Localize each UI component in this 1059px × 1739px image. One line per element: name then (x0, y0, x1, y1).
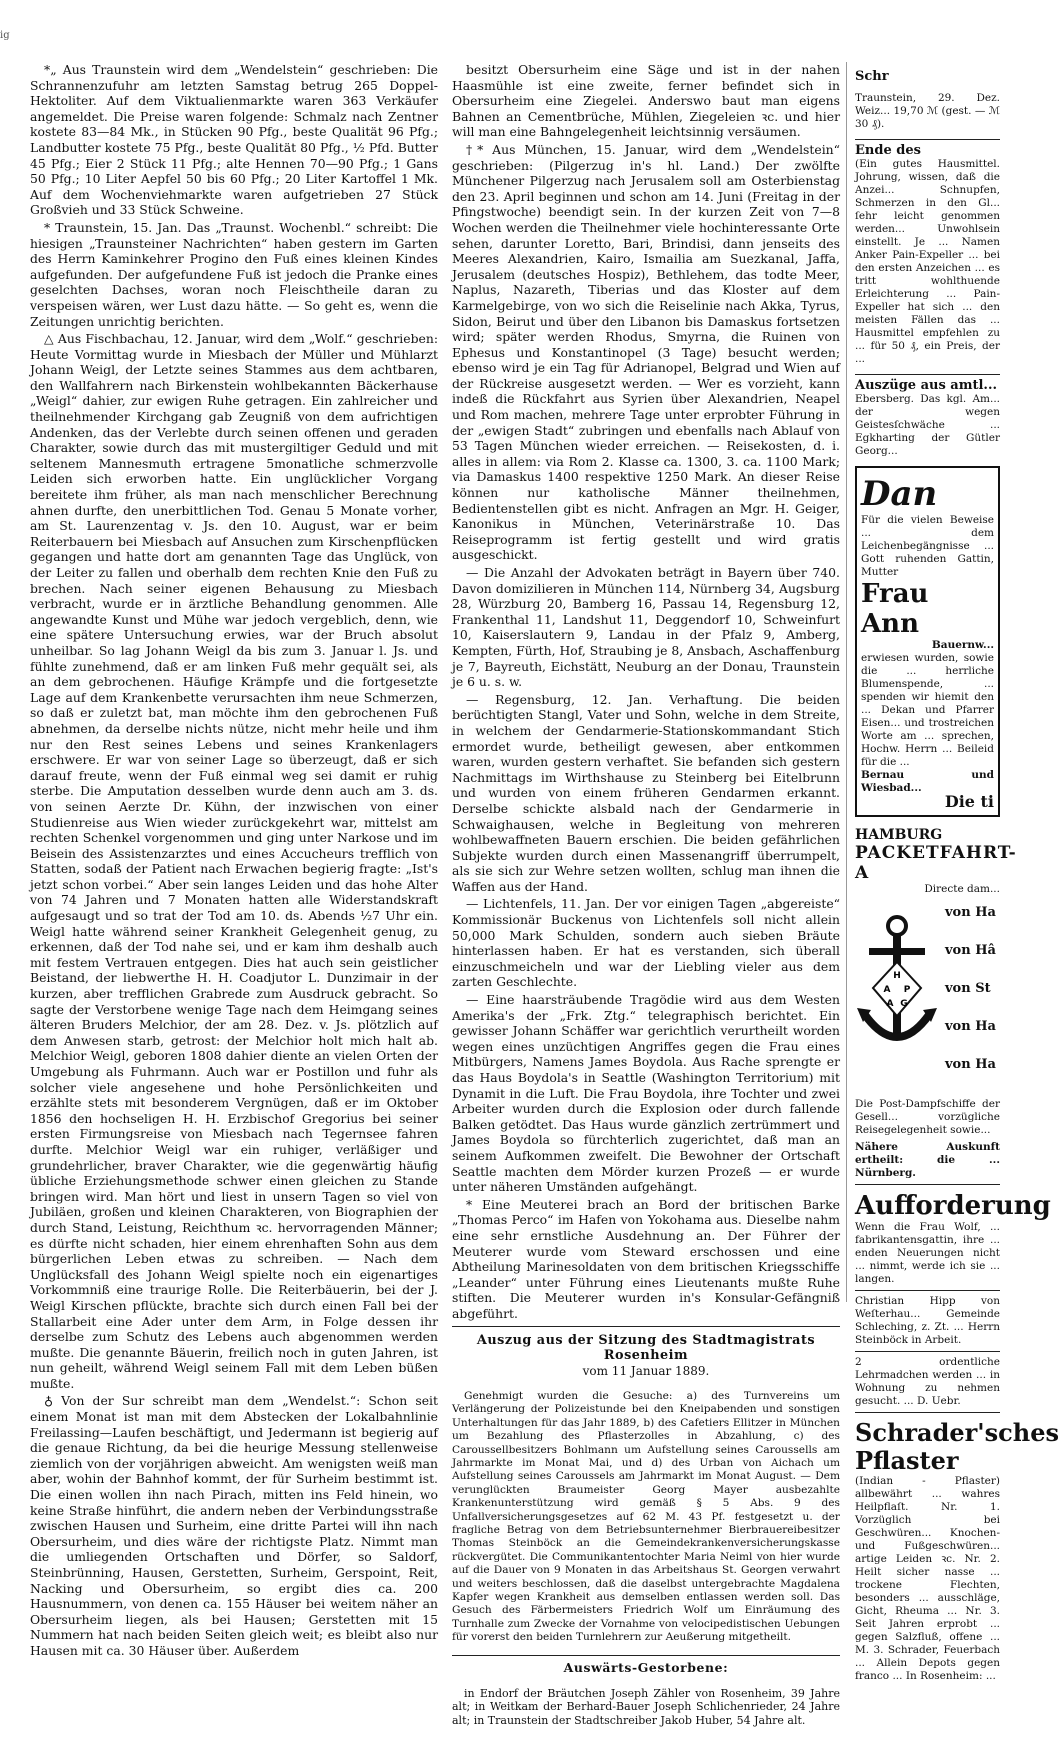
thanks-title: Dan (861, 474, 938, 514)
margin-mark: ig (0, 30, 10, 41)
column-rule (846, 62, 847, 1302)
schrader-body: (Indian - Pflaster) allbewährt ... wahres Heilpflaſt. Nr. 1. Vorzüglich bei Geschwüren... Knochen- und Fußgeschwüren... artige Leiden ꝛc. Nr. 2. Heilt sicher nasse ... trockene Flechten, besonders ... ausschläge, Gicht, Rheuma ... Nr. 3. Seit Jahren erprobt ... gegen Salzfluß, offene ... M. 3. Schrader, Feuerbach ... Allein Depots gegen franco ... In Rosenheim: ... (855, 1475, 1000, 1682)
anchor-icon (857, 912, 937, 1062)
anchor-letter: A (883, 985, 891, 995)
thanks-sign: Die ti (944, 792, 994, 811)
column-1 (30, 62, 438, 1661)
article-obersurheim-cont: besitzt Obersurheim eine Säge und ist in der nahen Haasmühle ist eine zweite, ferner befindet sich in Obersurheim eine Ziegelei. Anderswo baut man eigens Bahnen an Cementbrüche, Mühlen, Ziegeleien ꝛc. und hier will man eine Bahngelegenheit leichtsinnig versäumen. (452, 62, 840, 140)
ad1-body: (Ein gutes Hausmittel. Johrung, wissen, daß die Anzei... Schnupfen, Schmerzen in den Gl... ſehr leicht genommen werden... Unwohlsein einstellt. Je ... Namen Anker Pain-Expeller ... bei den ersten Anzeichen ... es tritt wohlthuende Erleichterung ... Pain-Expeller hat sich ... den meisten Fällen das ... Hausmittel empfehlen zu ... für 50 ₰, ein Preis, der ... (855, 158, 1000, 365)
route-5: von Ha (945, 1057, 996, 1072)
article-traunstein-market: *„ Aus Traunstein wird dem „Wendelstein“ geschrieben: Die Schrannenzufuhr am letzten Samstag betrug 265 Doppel-Hektoliter. Auf dem Viktualienmarkte waren 363 Verkäufer angemeldet. Die Preise waren folgende: Schmalz nach Zentner kostete 83—84 Mk., in Stücken 90 Pfg., beste Qualität 96 Pfg.; Landbutter kostete 75 Pfg., beste Qualität 80 Pfg., ½ Pfd. Butter 45 Pfg.; Eier 2 Stück 11 Pfg.; alte Hennen 70—90 Pfg.; 1 Gans 50 Pfg.; 10 Liter Aepfel 50 bis 60 Pfg.; 20 Liter Kartoffel 1 Mk. Auf dem Wochenviehmarkte waren aufgetrieben 27 Stück Großvieh und 33 Stück Schweine. (30, 62, 438, 218)
divider (855, 374, 1000, 375)
route-3: von St (945, 981, 991, 996)
article-von-der-sur: ♁ Von der Sur schreibt man dem „Wendelst.“: Schon seit einem Monat ist man mit dem Abstecken der Lokalbahnlinie Freilassing—Laufen beschäftigt, und Jedermann ist begierig auf die genaue Richtung, da bei die heurige Messung stellenweise ziemlich von der vorjährigen abweicht. Am wenigsten weiß man aber, wohin der Bahnhof kommt, der für Surheim bestimmt ist. Die einen wollen ihn nach Pirach, mitten ins Feld hinein, wo keine Straße hinführt, die andern neben der Verbindungsstraße zwischen Hausen und Surheim, eine dritte Partei will ihn nach Obersurheim, und dies wäre der richtigste Platz. Nimmt man die umliegenden Ortschaften und Dörfer, so Saldorf, Steinbrünning, Hausen, Gerstetten, Surheim, Gerspoint, Reit, Nacking und Obersurheim, so ergibt dies ca. 200 Hausnummern, von denen ca. 155 Häuser bei weitem näher an Obersurheim liegen, als bei Hausen; Gerstetten mit 15 Nummern hat nach beiden Seiten gleich weit; es bleibt also nur Hausen mit ca. 30 Häuser über. Außerdem (30, 1393, 438, 1658)
packet-foot2: Nähere Auskunft ertheilt: die ... Nürnberg. (855, 1141, 1000, 1179)
minutes-body: Genehmigt wurden die Gesuche: a) des Turnvereins um Verlängerung der Polizeistunde bei den Kneipabenden und sonstigen Unterhaltungen für das Jahr 1889, b) des Cafetiers Ellitzer in München um Bezahlung des Pflasterzolles in Abzahlung, c) des Caroussellbesitzers Bohlmann um Aufstellung seines Caroussells am Jahrmarkte im Monat Mai, und d) des Urban von Aichach um Aufstellung seines Caroussels am Jahrmarkt im Monat August. — Dem verunglückten Braumeister Georg Mayer ausbezahlte Krankenunterstützung wird gemäß § 5 Abs. 9 des Unfallversicherungsgesetzes auf 62 M. 43 Pf. festgesetzt u. der fragliche Betrag von dem Betriebsunternehmer Bierbrauereibesitzer Thomas Steinböck an die Gemeindekrankenversicherungskasse rückvergütet. Die Communikantentochter Maria Neiml von hier wurde auf die Dauer von 9 Monaten in das Arbeitshaus St. Georgen verwahrt und weiters beschlossen, daß die daselbst untergebrachte Magdalena Kapfer wegen Krankheit aus demselben entlassen werden soll. Das Gesuch des Färbermeisters Friedrich Wolf um Einräumung des Turnhalle zum Zwecke der Vornahme von velocipedistischen Uebungen für vorerst den beiden Turnlehrern zur Aeußerung mitgetheilt. (452, 1389, 840, 1644)
packet-ad (855, 902, 1000, 1092)
divider (855, 1290, 1000, 1291)
deaths-body: in Endorf der Bräutchen Joseph Zähler von Rosenheim, 39 Jahre alt; in Weitkam der Berhard-Bauer Joseph Schlichenrieder, 24 Jahre alt; in Traunstein der Stadtschreiber Jakob Huber, 54 Jahre alt. (452, 1686, 840, 1727)
thanks-body: Für die vielen Beweise ... dem Leichenbegängnisse ... Gott ruhenden Gattin, Mutter (861, 514, 994, 578)
packet-sub: Directe dam... (924, 883, 1000, 895)
anchor-letter: A (886, 999, 894, 1009)
divider (452, 1326, 840, 1327)
article-regensburg: — Regensburg, 12. Jan. Verhaftung. Die beiden berüchtigten Stangl, Vater und Sohn, welche in dem Streite, in welchem der Gendarmerie-Stationskommandant Stich ermordet wurde, betheiligt gewesen, aber entkommen waren, wurden gestern verhaftet. Sie befanden sich gestern Nachmittags im Wirthshause zu Steinberg bei Eitelbrunn und wurden von einem früheren Gendarmen erkannt. Derselbe schickte alsbald nach der Gendarmerie in Schwaighausen, welche in Begleitung von mehreren wohlbewaffneten Bauern erschien. Die beiden gefährlichen Subjekte wurden durch einen Massenangriff überrumpelt, als sie sich zur Wehre setzen wollten, schlug man ihnen die Waffen aus der Hand. (452, 691, 840, 894)
minutes-date: vom 11 Januar 1889. (582, 1363, 710, 1378)
hipp-notice: Christian Hipp von Weſterhau... Gemeinde Schleching, z. Zt. ... Herrn Steinböck in Arbeit. (855, 1295, 1000, 1346)
anchor-letter: H (893, 971, 901, 981)
article-lichtenfels: — Lichtenfels, 11. Jan. Der vor einigen Tagen „abgereiste“ Kommissionär Buckenus von Lichtenfels soll nicht allein 50,000 Mark Schulden, sondern auch sieben Bräute hinterlassen haben. Er hat es verstanden, sich überall einzuschmeicheln und war der Liebling vieler aus dem zarten Geschlechte. (452, 896, 840, 990)
minutes-title: Auszug aus der Sitzung des Stadtmagistrats Rosenheim (476, 1332, 816, 1364)
aufforderung-head: Aufforderung (855, 1191, 1051, 1221)
ad2-body: Ebersberg. Das kgl. Am... der wegen Geistesſchwäche ... Egkharting der Gütler Georg... (855, 393, 1000, 457)
divider (855, 1412, 1000, 1413)
article-traunstein-foot: * Traunstein, 15. Jan. Das „Traunst. Wochenbl.“ schreibt: Die hiesigen „Traunsteiner Nachrichten“ haben gestern im Garten des Herrn Kaminkehrer Progino den Fuß eines kleinen Kindes aufgefunden. Der aufgefundene Fuß ist jedoch die Pranke eines geselchten Dachses, woran noch Fleischtheile daran zu verspeisen wären, wer Lust dazu hätte. — So geht es, wenn die Zeitungen unrichtig berichten. (30, 219, 438, 329)
ad2-head: Auszüge aus amtl... (855, 378, 997, 393)
divider (855, 1351, 1000, 1352)
route-1: von Ha (945, 905, 996, 920)
anchor-letter: P (903, 985, 911, 995)
column-2 (452, 62, 840, 1739)
deaths-title: Auswärts-Gestorbene: (563, 1660, 729, 1676)
anchor-letter: G (900, 999, 908, 1009)
article-muenchen-pilgerzug: †* Aus München, 15. Januar, wird dem „Wendelstein“ geschrieben: (Pilgerzug in's hl. Land.) Der zwölfte Münchener Pilgerzug nach Jerusalem soll am Osterbienstag den 23. April beginnen und schon am 14. Juni (Freitag in der Pfingstwoche) beendigt sein. In der kurzen Zeit von 7—8 Wochen werden die Theilnehmer viele hochinteressante Orte sehen, darunter Loretto, Bari, Brindisi, dann jenseits des Meeres Alexandrien, Kairo, Ismailia am Suezkanal, Jaffa, Jerusalem (deutsches Hospiz), Bethlehem, das todte Meer, Naplus, Nazareth, Tiberias und das Kloster auf dem Karmelgebirge, von wo sich die Reiselinie nach Akka, Tyrus, Sidon, Beirut und über den Libanon bis Damaskus fortsetzen wird; später werden Rhodus, Smyrna, die Ruinen von Ephesus und Konstantinopel (3 Tage) besucht werden; ebenso wird je ein Tag für Adrianopel, Belgrad und Wien auf der Rückreise ausgesetzt werden. — Wer es vorzieht, kann indeß die Rückfahrt aus Syrien über Alexandrien, Neapel und Rom machen, mehrere Tage unter erprobter Führung in der „ewigen Stadt“ zubringen und ebenfalls nach Ablauf von 53 Tagen München wieder erreichen. — Reisekosten, d. i. alles in allem: via Rom 2. Klasse ca. 1300, 3. ca. 1100 Mark; via Damaskus 1400 respektive 1250 Mark. An dieser Reise können nur katholische Männer theilnehmen, Bedientenstellen gibt es nicht. Anfragen an Mgr. H. Geiger, Kanonikus in München, Veterinärstraße 10. Das Reiseprogramm ist fertig gestellt und wird gratis ausgeschickt. (452, 141, 840, 563)
route-4: von Ha (945, 1019, 996, 1034)
thanks-place: Bernau und Wiesbad... (861, 769, 994, 794)
divider (855, 139, 1000, 140)
ad1-head: Ende des (855, 143, 921, 158)
article-seattle-tragedy: — Eine haarsträubende Tragödie wird aus dem Westen Amerika's der „Frk. Ztg.“ telegraphisch berichtet. Ein gewisser Johann Schäffer war gerichtlich verurtheilt worden wegen eines unzüchtigen Angriffes gegen die Frau eines Mitbürgers, Namens James Boydola. Aus Rache sprengte er das Haus Boydola's in Seattle (Washington Territorium) mit Dynamit in die Luft. Die Frau Boydola, ihre Tochter und zwei Arbeiter wurden durch die Explosion oder durch fallende Balken getödtet. Das Haus wurde gänzlich zertrümmert und James Boydola so fürchterlich zugerichtet, daß man an seinem Aufkommen zweifelt. Die Bewohner der Ortschaft Seattle machten dem Mörder kurzen Prozeß — er wurde unter näheren Umständen aufgehängt. (452, 992, 840, 1195)
packet-head: PACKETFAHRT-A (855, 843, 1017, 883)
lehrmaedchen-notice: 2 ordentliche Lehrmadchen werden ... in Wohnung zu nehmen gesucht. ... D. Uebr. (855, 1356, 1000, 1407)
schrader-head: Schrader'sches Pflaster (855, 1418, 1059, 1475)
divider (855, 1184, 1000, 1185)
article-advokaten: — Die Anzahl der Advokaten beträgt in Bayern über 740. Davon domizilieren in München 114, Nürnberg 34, Augsburg 28, Würzburg 20, Bamberg 16, Passau 14, Regensburg 12, Frankenthal 11, Landshut 11, Deggendorf 10, Schweinfurt 10, Kaiserslautern 9, Landau in der Pfalz 9, Amberg, Kempten, Fürth, Hof, Straubing je 8, Ansbach, Aschaffenburg je 7, Bayreuth, Eichstätt, Neuburg an der Donau, Traunstein je 6 u. s. w. (452, 565, 841, 690)
market-note: Traunstein, 29. Dez. Weiz... 19,70 ℳ (gest. — ℳ 30 ₰). (855, 92, 1000, 130)
column-3-ads (855, 69, 1059, 1682)
thanks-name: Frau Ann (861, 579, 929, 639)
top-word: Schr (855, 69, 889, 84)
article-meuterei: * Eine Meuterei brach an Bord der britischen Barke „Thomas Perco“ im Hafen von Yokohama aus. Dieselbe nahm eine sehr ernstliche Ausdehnung an. Der Führer der Meuterer wurde vom Steward erschossen und eine Abtheilung Marinesoldaten von dem britischen Kriegsschiffe „Leander“ unter Führung eines Lieutenants mußte Ruhe stiften. Die Meuterer wurden in's Konsular-Gefängniß abgeführt. (452, 1196, 840, 1321)
route-2: von Hâ (945, 943, 996, 958)
thanks-sub: Bauernw... (931, 639, 994, 651)
hamburg-head: HAMBURG (855, 827, 943, 843)
thanks-body2: erwiesen wurden, sowie die ... herrliche Blumenspende, ... spenden wir hiemit den ... Dekan und Pfarrer Eisen... und trostreichen Worte am ... sprechen, Hochw. Herrn ... Beileid für die ... (861, 652, 994, 768)
thanks-notice (855, 466, 1000, 817)
packet-foot: Die Post-Dampfschiffe der Gesell... vorzügliche Reisegelegenheit sowie... (855, 1098, 1000, 1136)
aufforderung-body: Wenn die Frau Wolf, ... fabrikantensgattin, ihre ... enden Neuerungen nicht ... nimmt, werde ich sie ... langen. (855, 1221, 1000, 1285)
article-fischbachau: △ Aus Fischbachau, 12. Januar, wird dem „Wolf.“ geschrieben: Heute Vormittag wurde in Miesbach der Müller und Mühlarzt Johann Weigl, der Letzte seines Stammes aus dem achtbaren, den Wallfahrern nach Birkenstein wohlbekannten Bäckerhause „Weigl“ dahier, zur ewigen Ruhe getragen. Ein zahlreicher und theilnehmender Kirchgang gab Zeugniß von dem aufrichtigen Andenken, das der Verlebte durch seinen offenen und geraden Charakter, sowie durch das mit mustergiltiger Geduld und mit seltenem Mannesmuth ertragene 5monatliche schmerzvolle Leiden sich erworben hatte. Ein unglücklicher Vorgang bereitete ihm früher, als man nach menschlicher Berechnung ahnen durfte, den unerbittlichen Tod. Genau 5 Monate vorher, am St. Laurenzentag v. Js. den 10. August, war er beim Reiterbauern bei Miesbach auf Ansuchen zum Kirschenpflücken gegangen und hatte dort am genannten Tage das Unglück, von der Leiter zu fallen und oberhalb dem rechten Knie den Fuß zu brechen. Nach seiner eigenen Behausung zu Miesbach verbracht, wurde er in ärztliche Behandlung genommen. Alle angewandte Kunst und Mühe war jedoch vergeblich, denn, wie eine spätere Untersuchung erwies, war der Bruch absolut unheilbar. So lag Johann Weigl da bis zum 3. Januar l. Js. und fühlte zunehmend, daß er am linken Fuß mehr gequält sei, als an dem gebrochenen. Häufige Krämpfe und die fortgesetzte Lage auf dem Krankenbette verursachten ihm neue Schmerzen, so daß er zuletzt bat, man möchte ihm den gebrochenen Fuß abnehmen, da derselbe nichts nütze, nicht mehr heile und ihm nur den Rest seines Lebens und seines Krankenlagers erschwere. Er war von seiner Lage so überzeugt, daß er sich darauf freute, wenn der Fuß einmal weg sei damit er ruhig sterbe. Die Amputation desselben wurde denn auch am 3. ds. von seinen Aerzte Dr. Kühn, der inzwischen von einer Studienreise aus Wien wieder zurückgekehrt war, mittelst am rechten Schenkel vorgenommen und ging unter Narkose und im Beisein des Assistenzarztes und eines Accucheurs trefflich von Statten, sodaß der Patient nach Erwachen begierig fragte: „Ist's jetzt schon vorbei.“ Aber sein langes Leiden und das hohe Alter von 74 Jahren und 7 Monaten hatten alle Widerstandskraft aufgesaugt und so trat der Tod am 10. ds. Abends ½7 Uhr ein. Weigl hatte während seiner Krankheit Gelegenheit genug, zu erkennen, daß der Tod nahe sei, und er kam ihm deshalb auch mit festem Vertrauen entgegen. Dies hat auch sein geistlicher Beistand, der liebwerthe H. H. Coadjutor L. Dunzimair in der kurzen, aber trefflichen Grabrede zum Ausdruck gebracht. So sagte der Verstorbene wenige Tage nach dem Heimgang seines älteren Bruders Melchior, der am 28. Dez. v. Js. plötzlich auf dem Anwesen starb, getrost: der Melchior holt mich halt ab. Melchior Weigl, geboren 1808 dahier diente an vielen Orten der Umgebung als Fuhrmann. Auch war er Postillon und fuhr als solcher viele angesehene und hohe Persönlichkeiten und erzählte stets mit besonderem Vergnügen, daß er im Oktober 1856 den hochseligen H. H. Erzbischof Gregorius bei seiner ersten Firmungsreise von Miesbach nach Tegernsee fahren durfte. Melchior Weigl war ein ruhiger, verläßiger und grundehrlicher, braver Charakter, wie die gegenwärtig häufig übliche Erziehungsmethode schwer einen gleichen zu Stande bringen wird. Man hört und liest in unsern Tagen so viel von Jubiläen, großen und kleinen Charakteren, von Biographien der durch Stand, Leistung, Reichthum ꝛc. hervorragenden Männer; es dürfte nicht schaden, hier einem ehrenhaften Sohn aus dem bürgerlichen Leben etwas zu schreiben. — Nach dem Unglücksfall des Johann Weigl spielte noch ein eigenartiges Vorkommniß eine traurige Rolle. Die Reiterbäuerin, bei der J. Weigl Kirschen pflückte, brachte sich durch einen Fall bei der Stallarbeit eine Ader unter dem Arm, in Folge dessen ihr derselbe zum Schutz des Lebens auch abgenommen werden mußte. Die genannte Bäuerin, freilich noch in guten Jahren, ist nun geheilt, während Weigl seinem Fall mit dem Leben büßen mußte. (30, 331, 438, 1391)
divider (452, 1655, 840, 1656)
